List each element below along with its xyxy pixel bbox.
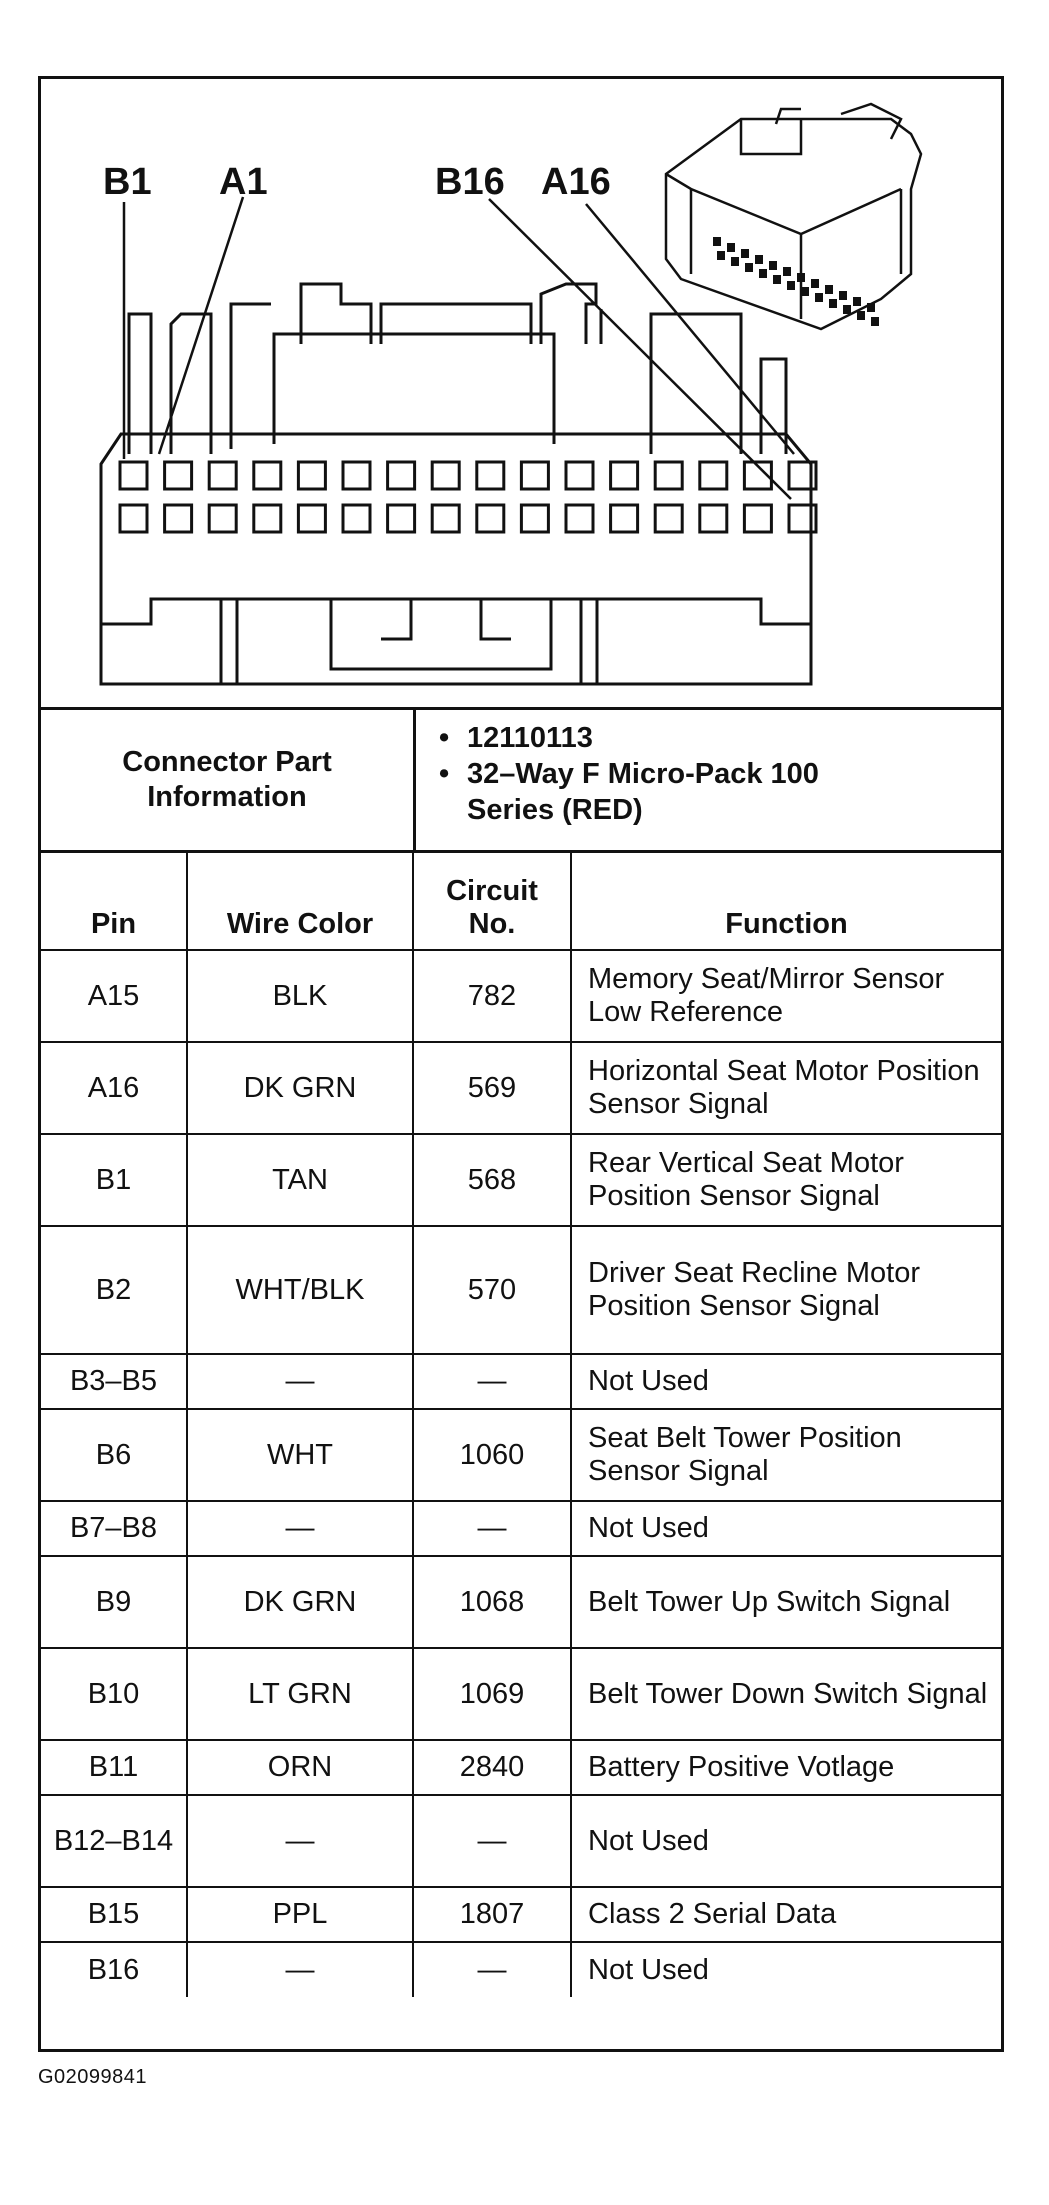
function-cell: Belt Tower Down Switch Signal	[571, 1648, 1001, 1740]
pin-cavity	[521, 505, 548, 532]
pin-cavity	[388, 462, 415, 489]
pin-cavity	[521, 462, 548, 489]
pin-cavity	[611, 462, 638, 489]
function-cell: Seat Belt Tower Position Sensor Signal	[571, 1409, 1001, 1501]
pin-cavity	[120, 462, 147, 489]
function-cell: Battery Positive Votlage	[571, 1740, 1001, 1795]
pin-cell: B1	[41, 1134, 187, 1226]
pin-cavity	[388, 505, 415, 532]
wire-color-cell: BLK	[187, 950, 413, 1042]
pin-cavity	[209, 462, 236, 489]
pin-cavity	[165, 462, 192, 489]
table-row	[41, 1042, 1001, 1134]
inset-cavity	[717, 251, 725, 260]
pin-cell: B10	[41, 1648, 187, 1740]
wire-color-cell: LT GRN	[187, 1648, 413, 1740]
pin-cell: B9	[41, 1556, 187, 1648]
inset-cavity	[853, 297, 861, 306]
inset-cavity	[829, 299, 837, 308]
function-cell: Not Used	[571, 1501, 1001, 1556]
circuit-cell: 1068	[413, 1556, 571, 1648]
pin-cavity	[700, 462, 727, 489]
circuit-cell: —	[413, 1942, 571, 1997]
pin-cavity	[744, 505, 771, 532]
pin-cavity	[120, 505, 147, 532]
wire-color-cell: WHT/BLK	[187, 1226, 413, 1354]
inset-cavity	[713, 237, 721, 246]
wire-color-cell: WHT	[187, 1409, 413, 1501]
pin-cell: B3–B5	[41, 1354, 187, 1409]
pin-cavity	[209, 505, 236, 532]
callout-a16: A16	[541, 161, 611, 203]
callout-b1: B1	[103, 161, 152, 203]
inset-cavity	[797, 273, 805, 282]
circuit-cell: 2840	[413, 1740, 571, 1795]
pin-cell: B7–B8	[41, 1501, 187, 1556]
header-circuit-no: Circuit No.	[413, 853, 571, 950]
callout-b16: B16	[435, 161, 505, 203]
pin-cell: B11	[41, 1740, 187, 1795]
circuit-cell: 569	[413, 1042, 571, 1134]
inset-cavity	[783, 267, 791, 276]
function-cell: Rear Vertical Seat Motor Position Sensor Signal	[571, 1134, 1001, 1226]
header-wire-color: Wire Color	[187, 853, 413, 950]
circuit-cell: 570	[413, 1226, 571, 1354]
table-row	[41, 1354, 1001, 1409]
inset-cavity	[759, 269, 767, 278]
inset-cavity	[769, 261, 777, 270]
inset-cavity	[867, 303, 875, 312]
inset-cavity	[811, 279, 819, 288]
table-row	[41, 1556, 1001, 1648]
connector-type: • 32–Way F Micro-Pack 100 Series (RED)	[439, 756, 867, 828]
pin-table-header	[41, 853, 1001, 950]
pin-cavity	[655, 505, 682, 532]
circuit-cell: 568	[413, 1134, 571, 1226]
inset-cavity	[871, 317, 879, 326]
pin-cavity	[298, 462, 325, 489]
wire-color-cell: —	[187, 1354, 413, 1409]
pin-cavity	[298, 505, 325, 532]
header-function: Function	[571, 853, 1001, 950]
table-row	[41, 1226, 1001, 1354]
pin-cell: B15	[41, 1887, 187, 1942]
connector-details-list	[439, 720, 867, 828]
inset-cavity	[843, 305, 851, 314]
circuit-cell: —	[413, 1795, 571, 1887]
pin-cell: B2	[41, 1226, 187, 1354]
pin-cavity	[655, 462, 682, 489]
pin-cavity	[254, 505, 281, 532]
inset-cavity	[727, 243, 735, 252]
table-row	[41, 1648, 1001, 1740]
inset-cavity	[815, 293, 823, 302]
connector-part-information	[41, 710, 1001, 853]
connector-face-drawing	[41, 79, 1001, 707]
inset-cavity	[857, 311, 865, 320]
pin-cavity	[611, 505, 638, 532]
callout-a1: A1	[219, 161, 268, 203]
wire-color-cell: DK GRN	[187, 1042, 413, 1134]
wire-color-cell: DK GRN	[187, 1556, 413, 1648]
pin-cell: A16	[41, 1042, 187, 1134]
circuit-cell: —	[413, 1354, 571, 1409]
header-pin: Pin	[41, 853, 187, 950]
wire-color-cell: PPL	[187, 1887, 413, 1942]
inset-cavity	[755, 255, 763, 264]
pin-cavity	[700, 505, 727, 532]
inset-cavity	[825, 285, 833, 294]
wire-color-cell: ORN	[187, 1740, 413, 1795]
wire-color-cell: —	[187, 1942, 413, 1997]
connector-info-label: Connector Part Information	[41, 710, 416, 850]
circuit-cell: 1069	[413, 1648, 571, 1740]
wire-color-cell: —	[187, 1501, 413, 1556]
pin-cell: B6	[41, 1409, 187, 1501]
table-row	[41, 1887, 1001, 1942]
inset-cavity	[731, 257, 739, 266]
pin-cavity	[432, 505, 459, 532]
wire-color-cell: —	[187, 1795, 413, 1887]
pin-cell: B16	[41, 1942, 187, 1997]
table-row	[41, 1134, 1001, 1226]
connector-sheet	[38, 76, 1004, 2052]
pin-cell: B12–B14	[41, 1795, 187, 1887]
inset-cavity	[801, 287, 809, 296]
function-cell: Belt Tower Up Switch Signal	[571, 1556, 1001, 1648]
function-cell: Class 2 Serial Data	[571, 1887, 1001, 1942]
table-row	[41, 1795, 1001, 1887]
pin-cavity	[254, 462, 281, 489]
inset-cavity	[787, 281, 795, 290]
pin-cavity	[477, 462, 504, 489]
inset-cavity	[773, 275, 781, 284]
pin-cavity	[165, 505, 192, 532]
circuit-cell: 1807	[413, 1887, 571, 1942]
pin-cavity	[432, 462, 459, 489]
pin-cavity	[566, 505, 593, 532]
inset-cavity	[741, 249, 749, 258]
pin-table	[41, 853, 1001, 1997]
figure-id: G02099841	[38, 2066, 148, 2088]
function-cell: Horizontal Seat Motor Position Sensor Signal	[571, 1042, 1001, 1134]
circuit-cell: 782	[413, 950, 571, 1042]
table-row	[41, 1942, 1001, 1997]
wire-color-cell: TAN	[187, 1134, 413, 1226]
function-cell: Memory Seat/Mirror Sensor Low Reference	[571, 950, 1001, 1042]
inset-cavity	[839, 291, 847, 300]
circuit-cell: 1060	[413, 1409, 571, 1501]
pin-cavity	[566, 462, 593, 489]
table-row	[41, 1409, 1001, 1501]
function-cell: Driver Seat Recline Motor Position Sensor Signal	[571, 1226, 1001, 1354]
pin-cell: A15	[41, 950, 187, 1042]
function-cell: Not Used	[571, 1354, 1001, 1409]
table-row	[41, 1740, 1001, 1795]
pin-cavity	[477, 505, 504, 532]
table-row	[41, 950, 1001, 1042]
inset-cavity	[745, 263, 753, 272]
pin-cavity	[343, 505, 370, 532]
pin-cavity	[343, 462, 370, 489]
function-cell: Not Used	[571, 1942, 1001, 1997]
function-cell: Not Used	[571, 1795, 1001, 1887]
connector-diagram	[41, 79, 1001, 710]
part-number: • 12110113	[439, 720, 867, 756]
table-row	[41, 1501, 1001, 1556]
circuit-cell: —	[413, 1501, 571, 1556]
